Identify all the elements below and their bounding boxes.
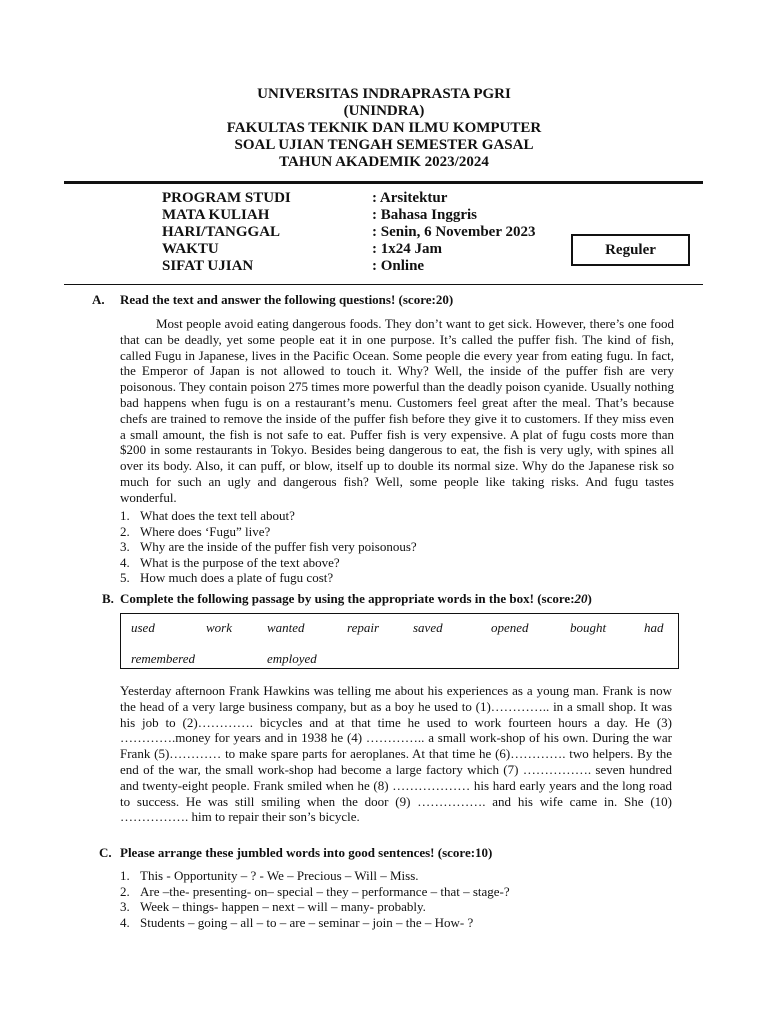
item-text: How much does a plate of fugu cost? — [140, 570, 334, 585]
section-score: 20 — [574, 591, 588, 606]
item-text: Week – things- happen – next – will – many- probably. — [140, 899, 426, 914]
exam-title: SOAL UJIAN TENGAH SEMESTER GASAL — [234, 137, 534, 153]
word-option: remembered — [131, 651, 196, 666]
info-value: : Bahasa Inggris — [372, 207, 478, 223]
item-text: Students – going – all – to – are – seminar – join – the – How- ? — [140, 914, 474, 930]
section-b-title — [102, 591, 592, 607]
list-item — [120, 508, 417, 524]
exam-header — [0, 86, 768, 171]
item-number: 1. — [120, 508, 130, 523]
list-item — [120, 884, 510, 900]
exam-info — [162, 190, 572, 275]
info-row — [162, 207, 572, 224]
university-abbr: (UNINDRA) — [343, 103, 425, 119]
item-number: 4. — [120, 914, 130, 930]
word-option: wanted — [267, 620, 305, 635]
list-item — [120, 539, 417, 555]
item-text: This - Opportunity – ? - We – Precious – Will – Miss. — [140, 868, 419, 883]
info-key: SIFAT UJIAN — [162, 258, 254, 274]
info-key: HARI/TANGGAL — [162, 224, 281, 240]
info-value: : Senin, 6 November 2023 — [372, 224, 536, 240]
info-value: : 1x24 Jam — [372, 241, 442, 257]
list-item — [120, 570, 417, 586]
info-row — [162, 241, 572, 258]
item-number: 2. — [120, 883, 130, 899]
list-item — [120, 899, 510, 915]
info-key: MATA KULIAH — [162, 207, 270, 223]
section-instruction: Read the text and answer the following questions! (score:20) — [120, 292, 454, 307]
item-number: 3. — [120, 539, 130, 554]
item-number: 5. — [120, 570, 130, 585]
header-divider — [64, 181, 703, 184]
info-row — [162, 258, 572, 275]
item-number: 4. — [120, 554, 130, 570]
item-text: What is the purpose of the text above? — [140, 554, 340, 570]
word-option: opened — [491, 620, 529, 635]
word-box — [120, 613, 679, 669]
section-c-items — [120, 868, 510, 930]
section-b-passage: Yesterday afternoon Frank Hawkins was telling me about his experiences as a young man. Frank is now the head of a very large business company, but as a boy he used to (1)………….. in a small shop. It was his job to (2)…………. bicycles and at that time he used to work fourteen hours a day. He (3) ………….money for years and in 1938 he (4) ………….. a small work-shop of his own. During the war Frank (5)………… to make spare parts for aeroplanes. At that time he (6)…………. two helpers. By the end of the war, the small work-shop had become a large factory which (7) ……………. seven hundred and twenty-eight people. Frank smiled when he (8) ……………… his hard early years and the long road to success. He was still smiling when the door (9) ……………. and his wife came in. She (10) ……………. him to repair their son’s bicycle. — [120, 683, 672, 825]
item-text: Why are the inside of the puffer fish very poisonous? — [140, 539, 417, 554]
university-name: UNIVERSITAS INDRAPRASTA PGRI — [257, 86, 511, 102]
section-instruction-end: ) — [587, 591, 592, 606]
info-key: WAKTU — [162, 241, 219, 257]
section-letter: B. — [102, 591, 114, 606]
item-text: Where does ‘Fugu” live? — [140, 523, 271, 539]
list-item — [120, 555, 417, 571]
class-type-badge: Reguler — [571, 234, 690, 266]
list-item — [120, 868, 510, 884]
section-instruction: Complete the following passage by using the appropriate words in the box! (score: — [120, 591, 575, 606]
section-a-questions — [120, 508, 417, 586]
item-number: 2. — [120, 523, 130, 539]
section-c-title — [99, 845, 492, 861]
word-option: saved — [413, 620, 443, 635]
word-option: used — [131, 620, 155, 635]
section-a-title — [92, 292, 453, 308]
item-text: What does the text tell about? — [140, 508, 295, 523]
info-row — [162, 190, 572, 207]
section-instruction: Please arrange these jumbled words into good sentences! (score:10) — [120, 845, 493, 860]
list-item — [120, 915, 510, 931]
word-option: work — [206, 620, 232, 635]
info-value: : Online — [372, 258, 425, 274]
info-row — [162, 224, 572, 241]
word-option: bought — [570, 620, 607, 635]
word-option: repair — [347, 620, 380, 635]
list-item — [120, 524, 417, 540]
item-number: 3. — [120, 899, 130, 914]
section-a-passage: Most people avoid eating dangerous foods. They don’t want to get sick. However, there’s one food that can be deadly, yet some people eat it in one purpose. It’s called the puffer fish. The kind of fish, called Fugu in Japanese, lives in the Pacific Ocean. Some people die every year from eating fugu. In fact, the Emperor of Japan is not allowed to touch it. Why? Well, the inside of the puffer fish are very poisonous. They contain poison 275 times more powerful than the deadly poison cyanide. Usually nothing bad happens when fugu is on a restaurant’s menu. Customers feel great after the meal. That’s because chefs are trained to remove the inside of the puffer fish before they give it to customers. If they miss even a small amount, the fish is not safe to eat. Puffer fish is very expensive. A plat of fugu costs more than $200 in some restaurants in Tokyo. Besides being dangerous to eat, the fish is very ugly, with spines all over its body. Also, it can puff, or blow, itself up to double its normal size. Why do the Japanese risk so much for such an ugly and dangerous fish? Well, some people like taking risks. And fugu tastes wonderful. — [120, 316, 674, 505]
item-text: Are –the- presenting- on– special – they – performance – that – stage-? — [140, 883, 510, 899]
section-letter: C. — [99, 845, 112, 860]
faculty-name: FAKULTAS TEKNIK DAN ILMU KOMPUTER — [226, 120, 542, 136]
word-option: had — [644, 620, 664, 635]
info-value: : Arsitektur — [372, 190, 448, 206]
item-number: 1. — [120, 868, 130, 883]
academic-year: TAHUN AKADEMIK 2023/2024 — [279, 154, 489, 170]
info-divider — [64, 284, 703, 285]
word-option: employed — [267, 651, 317, 666]
section-letter: A. — [92, 292, 105, 307]
info-key: PROGRAM STUDI — [162, 190, 291, 206]
